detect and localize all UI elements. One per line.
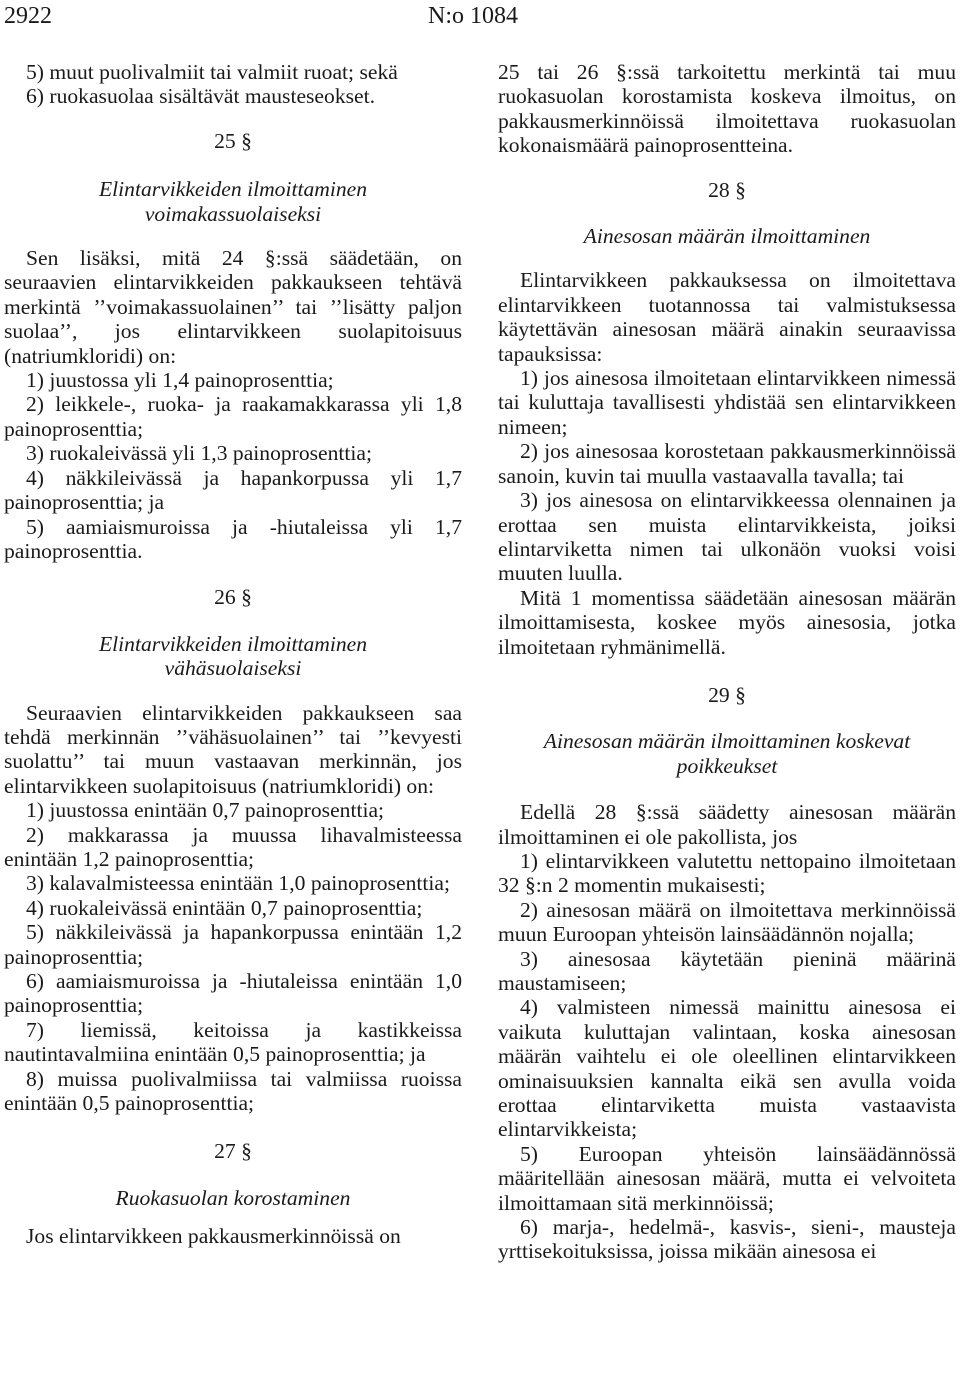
list-item: 6) ruokasuolaa sisältävät mausteseokset. <box>26 84 376 109</box>
list-item: 7) liemissä, keitoissa ja kastikkeissa nautintavalmiina enintään 0,5 painoprosenttia; ja <box>4 1017 462 1067</box>
paragraph: Sen lisäksi, mitä 24 §:ssä säädetään, on seuraavien elintarvikkeiden pakkaukseen tehtävä merkintä ’’voimakassuolainen’’ tai ’’lisätty paljon suolaa’’, jos elintarvikkeen suolapitoisuus (natriumkloridi) on: <box>4 246 462 368</box>
paragraph: Jos elintarvikkeen pakkausmerkinnöissä on <box>26 1224 401 1249</box>
paragraph: Elintarvikkeen pakkauksessa on ilmoitettava elintarvikkeen tuotannossa tai valmistuksessa käytettävän ainesosan määrä ainakin seuraavissa tapauksissa: <box>498 268 956 366</box>
list-item: 3) jos ainesosa on elintarvikkeessa olennainen ja erottaa sen muista elintarvikkeista, joiksi elintarviketta nimen tai ulkonäön vuoksi voisi muuten luulla. <box>498 488 956 586</box>
list-item: 4) valmisteen nimessä mainittu ainesosa ei vaikuta kuluttajan valintaan, koska ainesosan määrän vaihtelu ei ole oleellinen elintarvikkeen ominaisuuksien kannalta eikä sen avulla voida erottaa elintarviketta muista vastaavista elintarvikkeista; <box>498 995 956 1142</box>
section-heading: Ainesosan määrän ilmoittaminen koskevat poikkeukset <box>543 729 911 778</box>
list-item: 5) aamiaismuroissa ja -hiutaleissa yli 1,7 painoprosenttia. <box>4 514 462 563</box>
list-item: 8) muissa puolivalmiissa tai valmiissa ruoissa enintään 0,5 painoprosenttia; <box>4 1066 462 1116</box>
list-item: 3) ainesosaa käytetään pieninä määrinä maustamiseen; <box>498 946 956 995</box>
list-item: 1) juustossa enintään 0,7 painoprosenttia; <box>26 798 385 823</box>
list-item: 5) muut puolivalmiit tai valmiit ruoat; sekä <box>26 60 398 84</box>
list-item: 6) marja-, hedelmä-, kasvis-, sieni-, mausteja yrttisekoituksissa, joissa mikään ainesosa ei <box>498 1215 956 1264</box>
section-number: 27 § <box>214 1139 252 1164</box>
list-item: 1) elintarvikkeen valutettu nettopaino ilmoitetaan 32 §:n 2 momentin mukaisesti; <box>498 848 956 898</box>
list-item: 4) näkkileivässä ja hapankorpussa yli 1,7 painoprosenttia; ja <box>4 465 462 515</box>
section-number: 26 § <box>214 585 252 610</box>
issue-number: N:o 1084 <box>428 3 518 29</box>
section-number: 29 § <box>708 682 746 707</box>
page-number: 2922 <box>4 3 52 29</box>
list-item: 3) kalavalmisteessa enintään 1,0 painoprosenttia; <box>26 871 450 896</box>
list-item: 5) Euroopan yhteisön lainsäädännössä määritellään ainesosan määrä, mutta ei velvoiteta ilmoittamaan sitä merkinnöissä; <box>498 1141 956 1215</box>
section-number: 25 § <box>214 128 252 153</box>
section-number: 28 § <box>708 177 746 202</box>
section-heading: Ainesosan määrän ilmoittaminen <box>583 224 871 249</box>
paragraph: Mitä 1 momentissa säädetään ainesosan määrän ilmoittamisesta, koskee myös ainesosia, jotka ilmoitetaan ryhmänimellä. <box>498 585 956 659</box>
list-item: 1) jos ainesosa ilmoitetaan elintarvikkeen nimessä tai kuluttaja tavallisesti yhdistää sen elintarvikkeen nimeen; <box>498 366 956 439</box>
paragraph: Edellä 28 §:ssä säädetty ainesosan määrän ilmoittaminen ei ole pakollista, jos <box>498 800 956 849</box>
list-item: 6) aamiaismuroissa ja -hiutaleissa enintään 1,0 painoprosenttia; <box>4 969 462 1018</box>
list-item: 2) ainesosan määrä on ilmoitettava merkinnöissä muun Euroopan yhteisön lainsäädännön nojalla; <box>498 897 956 947</box>
list-item: 1) juustossa yli 1,4 painoprosenttia; <box>26 368 334 393</box>
paragraph: Seuraavien elintarvikkeiden pakkaukseen saa tehdä merkinnän ’’vähäsuolainen’’ tai ’’kevyesti suolattu’’ tai muun vastaavan merkinnän, jos elintarvikkeen suolapitoisuus (natriumkloridi) on: <box>4 700 462 798</box>
list-item: 3) ruokaleivässä yli 1,3 painoprosenttia; <box>26 441 373 466</box>
list-item: 2) makkarassa ja muussa lihavalmisteessa enintään 1,2 painoprosenttia; <box>4 822 462 871</box>
list-item: 5) näkkileivässä ja hapankorpussa enintään 1,2 painoprosenttia; <box>4 920 462 969</box>
section-heading: Ruokasuolan korostaminen <box>115 1185 351 1210</box>
left-column <box>4 60 462 1249</box>
list-item: 2) leikkele-, ruoka- ja raakamakkarassa yli 1,8 painoprosenttia; <box>4 392 462 441</box>
list-item: 4) ruokaleivässä enintään 0,7 painoprosenttia; <box>26 895 423 920</box>
paragraph: 25 tai 26 §:ssä tarkoitettu merkintä tai muu ruokasuolan korostamista koskeva ilmoitus, on pakkausmerkinnöissä ilmoitettava ruokasuolan kokonaismäärä painoprosentteina. <box>498 60 956 158</box>
right-column <box>498 60 956 1264</box>
section-heading: Elintarvikkeiden ilmoittaminen vähäsuolaiseksi <box>98 631 368 681</box>
section-heading: Elintarvikkeiden ilmoittaminen voimakassuolaiseksi <box>98 177 368 226</box>
list-item: 2) jos ainesosaa korostetaan pakkausmerkinnöissä sanoin, kuvin tai muulla vastaavalla tavalla; tai <box>498 439 956 488</box>
